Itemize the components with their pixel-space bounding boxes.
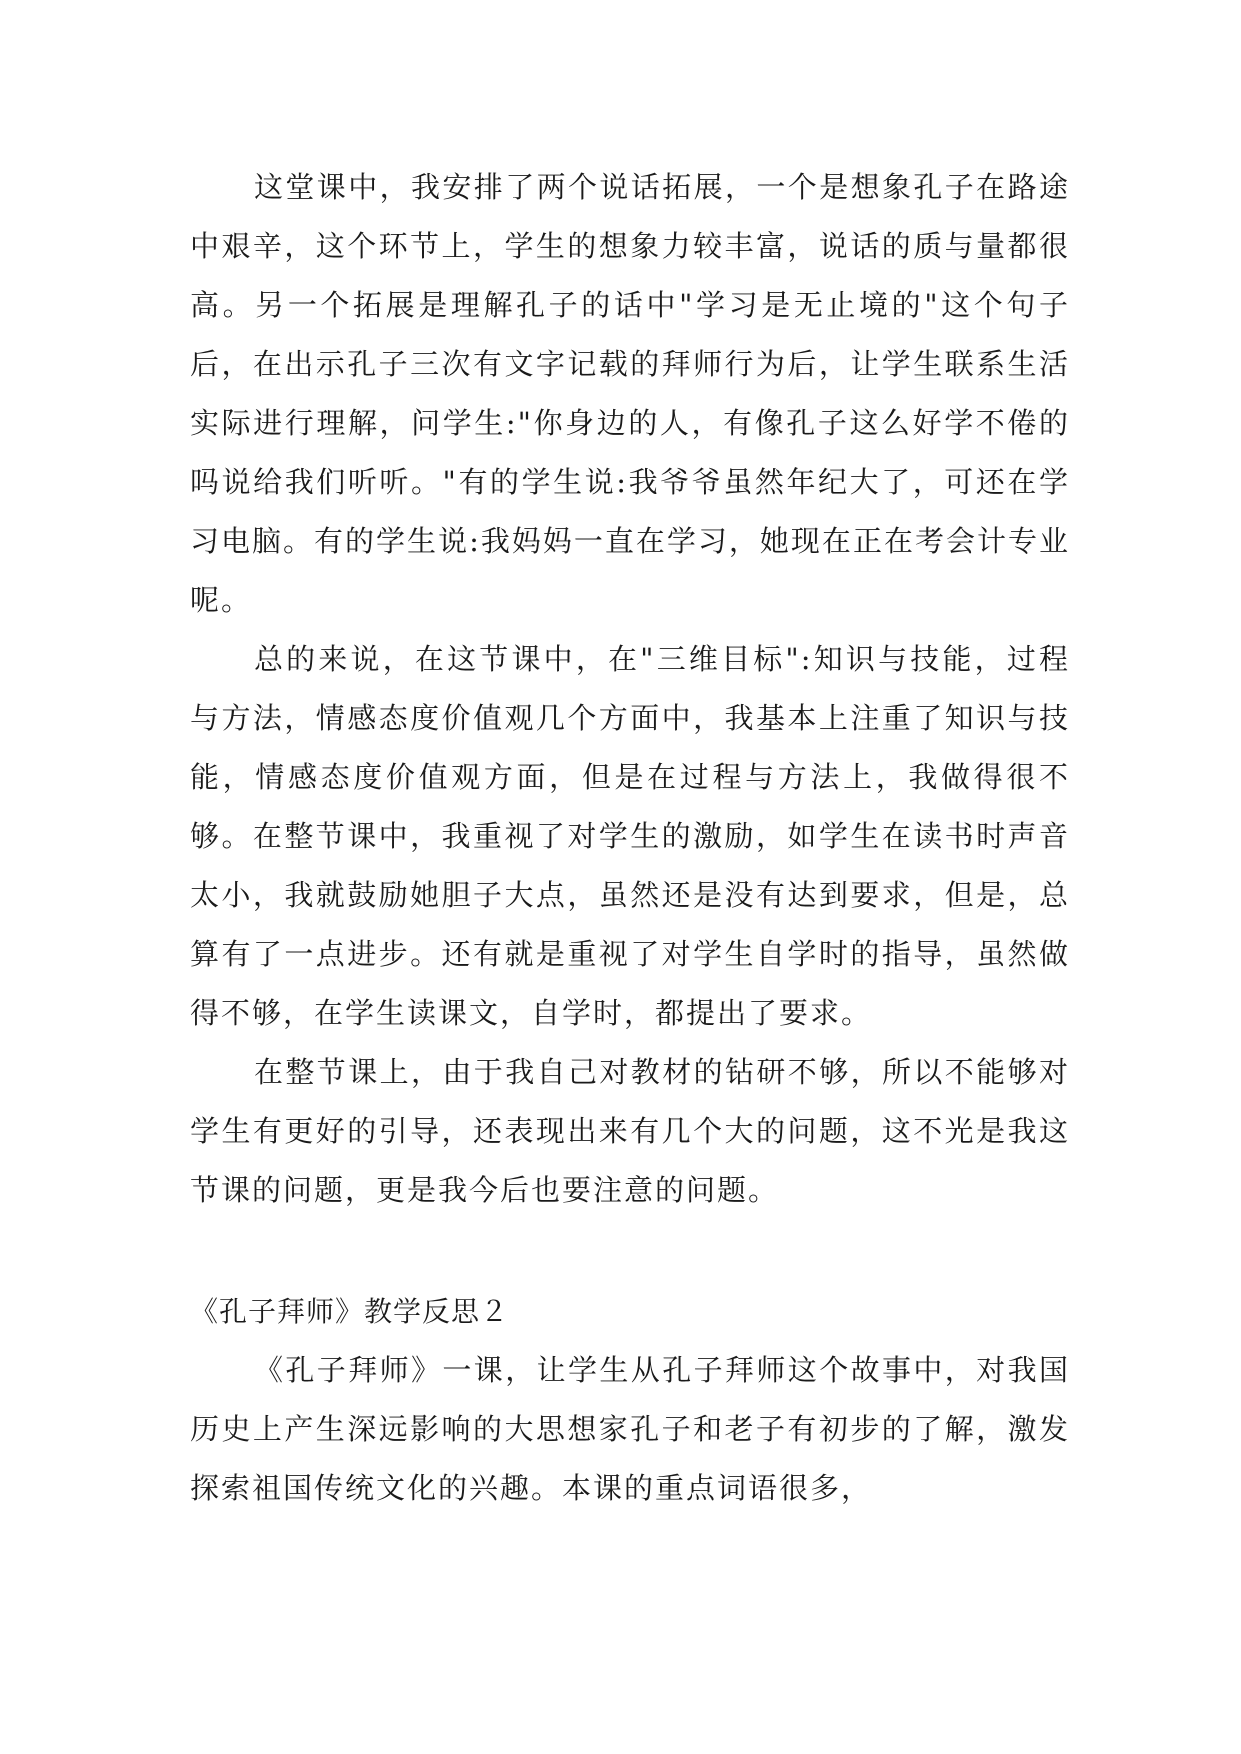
paragraph-2: 总的来说，在这节课中，在"三维目标":知识与技能，过程与方法，情感态度价值观几个方面中，我基本上注重了知识与技能，情感态度价值观方面，但是在过程与方法上，我做得很不够。在整节课中，我重视了对学生的激励，如学生在读书时声音太小，我就鼓励她胆子大点，虽然还是没有达到要求，但是，总算有了一点进步。还有就是重视了对学生自学时的指导，虽然做得不够，在学生读课文，自学时，都提出了要求。: [190, 642, 1070, 1030]
paragraph-1: 这堂课中，我安排了两个说话拓展，一个是想象孔子在路途中艰辛，这个环节上，学生的想象力较丰富，说话的质与量都很高。另一个拓展是理解孔子的话中"学习是无止境的"这个句子后，在出示孔子三次有文字记载的拜师行为后，让学生联系生活实际进行理解，问学生:"你身边的人，有像孔子这么好学不倦的吗说给我们听听。"有的学生说:我爷爷虽然年纪大了，可还在学习电脑。有的学生说:我妈妈一直在学习，她现在正在考会计专业呢。: [190, 170, 1070, 617]
document-body: [190, 158, 1070, 1518]
paragraph-3: 在整节课上，由于我自己对教材的钻研不够，所以不能够对学生有更好的引导，还表现出来有几个大的问题，这不光是我这节课的问题，更是我今后也要注意的问题。: [190, 1055, 1070, 1207]
section-paragraph-1: 《孔子拜师》一课，让学生从孔子拜师这个故事中，对我国历史上产生深远影响的大思想家孔子和老子有初步的了解，激发探索祖国传统文化的兴趣。本课的重点词语很多，: [190, 1353, 1070, 1505]
section-heading: 《孔子拜师》教学反思２: [190, 1295, 510, 1328]
